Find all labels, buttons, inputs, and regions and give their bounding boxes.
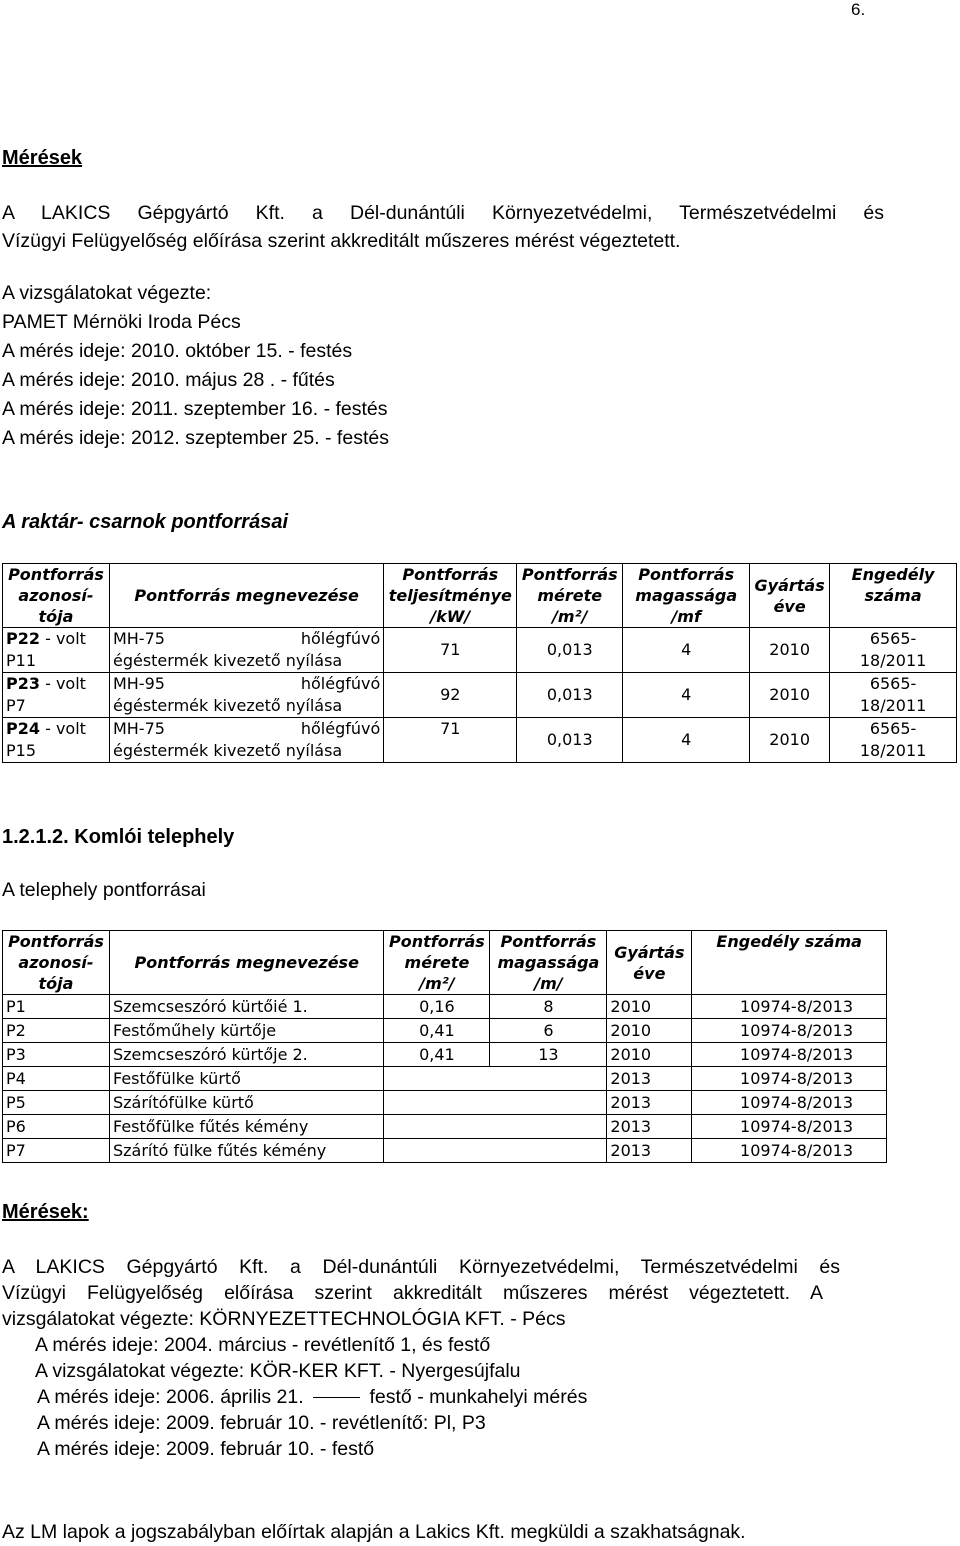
table-row bbox=[3, 628, 957, 673]
cell-year: 2010 bbox=[750, 628, 830, 673]
tester-name: PAMET Mérnöki Iroda Pécs bbox=[2, 311, 241, 333]
cell-id: P5 bbox=[3, 1091, 110, 1115]
section3-para-line-1: A LAKICS Gépgyártó Kft. a Dél-dunántúli Környezetvédelmi, Természetvédelmi és bbox=[2, 1256, 840, 1278]
section3-para-line-3: vizsgálatokat végezte: KÖRNYEZETTECHNOLÓGIA KFT. - Pécs bbox=[2, 1308, 566, 1330]
cell-year: 2010 bbox=[607, 1019, 692, 1043]
table1-title: A raktár- csarnok pontforrásai bbox=[2, 511, 289, 533]
table-header-row bbox=[3, 564, 957, 628]
header-height: Pontforrás magassága /mf bbox=[623, 564, 750, 628]
cell-height: 13 bbox=[490, 1043, 607, 1067]
em-dash-line bbox=[313, 1397, 360, 1398]
cell-permit: 10974-8/2013 bbox=[692, 1139, 887, 1163]
cell-size: 0,16 bbox=[384, 995, 490, 1019]
header-permit: Engedély száma bbox=[830, 564, 957, 628]
section3-item-3-date: A mérés ideje: 2006. április 21. bbox=[37, 1386, 304, 1408]
cell-year: 2010 bbox=[607, 1043, 692, 1067]
warehouse-sources-table bbox=[2, 563, 957, 763]
cell-size: 0,013 bbox=[517, 718, 623, 763]
cell-permit: 10974-8/2013 bbox=[692, 1091, 887, 1115]
cell-permit: 6565- 18/2011 bbox=[830, 718, 957, 763]
cell-name: Szemcseszóró kürtője 2. bbox=[109, 1043, 383, 1067]
cell-id: P24 - volt P15 bbox=[3, 718, 110, 763]
cell-height: 8 bbox=[490, 995, 607, 1019]
table-row bbox=[3, 718, 957, 763]
footer-note: Az LM lapok a jogszabályban előírtak alapján a Lakics Kft. megküldi a szakhatságnak. bbox=[2, 1521, 746, 1543]
table-row bbox=[3, 995, 887, 1019]
cell-size-height-empty bbox=[384, 1067, 607, 1091]
cell-name: MH-95 hőlégfúvó égéstermék kivezető nyílása bbox=[109, 673, 383, 718]
header-size: Pontforrás mérete /m²/ bbox=[384, 931, 490, 995]
cell-height: 4 bbox=[623, 628, 750, 673]
section3-para-line-2: Vízügyi Felügyelőség előírása szerint akkreditált műszeres mérést végeztetett. A bbox=[2, 1282, 823, 1304]
cell-year: 2013 bbox=[607, 1091, 692, 1115]
komlo-sources-table bbox=[2, 930, 887, 1163]
header-permit: Engedély száma bbox=[692, 931, 887, 995]
header-year: Gyártás éve bbox=[607, 931, 692, 995]
cell-name: Szárítófülke kürtő bbox=[109, 1091, 383, 1115]
cell-permit: 10974-8/2013 bbox=[692, 1019, 887, 1043]
table-row bbox=[3, 1091, 887, 1115]
cell-year: 2013 bbox=[607, 1067, 692, 1091]
measurement-date-4: A mérés ideje: 2012. szeptember 25. - festés bbox=[2, 427, 389, 449]
cell-permit: 6565- 18/2011 bbox=[830, 673, 957, 718]
cell-size: 0,013 bbox=[517, 673, 623, 718]
cell-id: P6 bbox=[3, 1115, 110, 1139]
intro-line-2: Vízügyi Felügyelőség előírása szerint akkreditált műszeres mérést végeztetett. bbox=[2, 230, 681, 252]
cell-year: 2013 bbox=[607, 1139, 692, 1163]
table-row bbox=[3, 1115, 887, 1139]
cell-id: P3 bbox=[3, 1043, 110, 1067]
section3-item-2: A vizsgálatokat végezte: KÖR-KER KFT. - Nyergesújfalu bbox=[35, 1360, 521, 1382]
cell-name: Festőfülke kürtő bbox=[109, 1067, 383, 1091]
cell-name: MH-75 hőlégfúvó égéstermék kivezető nyílása bbox=[109, 628, 383, 673]
section3-item-1: A mérés ideje: 2004. március - revétlenítő 1, és festő bbox=[35, 1334, 491, 1356]
table2-title: A telephely pontforrásai bbox=[2, 879, 206, 901]
section3-item-4: A mérés ideje: 2009. február 10. - revétlenítő: Pl, P3 bbox=[37, 1412, 486, 1434]
cell-id: P23 - volt P7 bbox=[3, 673, 110, 718]
measurement-date-2: A mérés ideje: 2010. május 28 . - fűtés bbox=[2, 369, 335, 391]
header-power: Pontforrás teljesítménye /kW/ bbox=[384, 564, 517, 628]
cell-permit: 10974-8/2013 bbox=[692, 995, 887, 1019]
cell-size: 0,013 bbox=[517, 628, 623, 673]
table-row bbox=[3, 673, 957, 718]
table-header-row bbox=[3, 931, 887, 995]
cell-year: 2010 bbox=[750, 718, 830, 763]
cell-id: P2 bbox=[3, 1019, 110, 1043]
section-heading-komlo: 1.2.1.2. Komlói telephely bbox=[2, 826, 235, 848]
cell-year: 2013 bbox=[607, 1115, 692, 1139]
cell-power: 92 bbox=[384, 673, 517, 718]
table-row bbox=[3, 1139, 887, 1163]
section-heading-meresek: Mérések bbox=[2, 147, 83, 169]
cell-name: MH-75 hőlégfúvó égéstermék kivezető nyílása bbox=[109, 718, 383, 763]
header-id: Pontforrás azonosí- tója bbox=[3, 931, 110, 995]
page-number: 6. bbox=[851, 0, 866, 19]
cell-permit: 6565- 18/2011 bbox=[830, 628, 957, 673]
cell-permit: 10974-8/2013 bbox=[692, 1043, 887, 1067]
cell-id: P22 - volt P11 bbox=[3, 628, 110, 673]
section-heading-meresek-2: Mérések: bbox=[2, 1201, 89, 1223]
cell-size-height-empty bbox=[384, 1115, 607, 1139]
cell-size: 0,41 bbox=[384, 1043, 490, 1067]
intro-line-1: A LAKICS Gépgyártó Kft. a Dél-dunántúli Környezetvédelmi, Természetvédelmi és bbox=[2, 202, 884, 224]
header-name: Pontforrás megnevezése bbox=[109, 564, 383, 628]
tester-label: A vizsgálatokat végezte: bbox=[2, 282, 212, 304]
cell-permit: 10974-8/2013 bbox=[692, 1067, 887, 1091]
cell-permit: 10974-8/2013 bbox=[692, 1115, 887, 1139]
cell-id: P1 bbox=[3, 995, 110, 1019]
cell-year: 2010 bbox=[750, 673, 830, 718]
cell-height: 4 bbox=[623, 673, 750, 718]
table-row bbox=[3, 1019, 887, 1043]
measurement-date-3: A mérés ideje: 2011. szeptember 16. - festés bbox=[2, 398, 388, 420]
header-size: Pontforrás mérete /m²/ bbox=[517, 564, 623, 628]
header-year: Gyártás éve bbox=[750, 564, 830, 628]
cell-year: 2010 bbox=[607, 995, 692, 1019]
cell-size-height-empty bbox=[384, 1091, 607, 1115]
table-row bbox=[3, 1043, 887, 1067]
cell-size-height-empty bbox=[384, 1139, 607, 1163]
cell-id: P7 bbox=[3, 1139, 110, 1163]
cell-size: 0,41 bbox=[384, 1019, 490, 1043]
section3-item-3 bbox=[37, 1383, 587, 1411]
cell-name: Festőfülke fűtés kémény bbox=[109, 1115, 383, 1139]
cell-power: 71 bbox=[384, 628, 517, 673]
cell-height: 6 bbox=[490, 1019, 607, 1043]
section3-item-3-tail: festő - munkahelyi mérés bbox=[369, 1386, 588, 1408]
cell-id: P4 bbox=[3, 1067, 110, 1091]
cell-power: 71 bbox=[384, 718, 517, 763]
header-height: Pontforrás magassága /m/ bbox=[490, 931, 607, 995]
cell-name: Szemcseszóró kürtőié 1. bbox=[109, 995, 383, 1019]
cell-name: Festőműhely kürtője bbox=[109, 1019, 383, 1043]
header-name: Pontforrás megnevezése bbox=[109, 931, 383, 995]
measurement-date-1: A mérés ideje: 2010. október 15. - festés bbox=[2, 340, 353, 362]
header-id: Pontforrás azonosí- tója bbox=[3, 564, 110, 628]
section3-item-5: A mérés ideje: 2009. február 10. - festő bbox=[37, 1438, 375, 1460]
cell-name: Szárító fülke fűtés kémény bbox=[109, 1139, 383, 1163]
table-row bbox=[3, 1067, 887, 1091]
cell-height: 4 bbox=[623, 718, 750, 763]
